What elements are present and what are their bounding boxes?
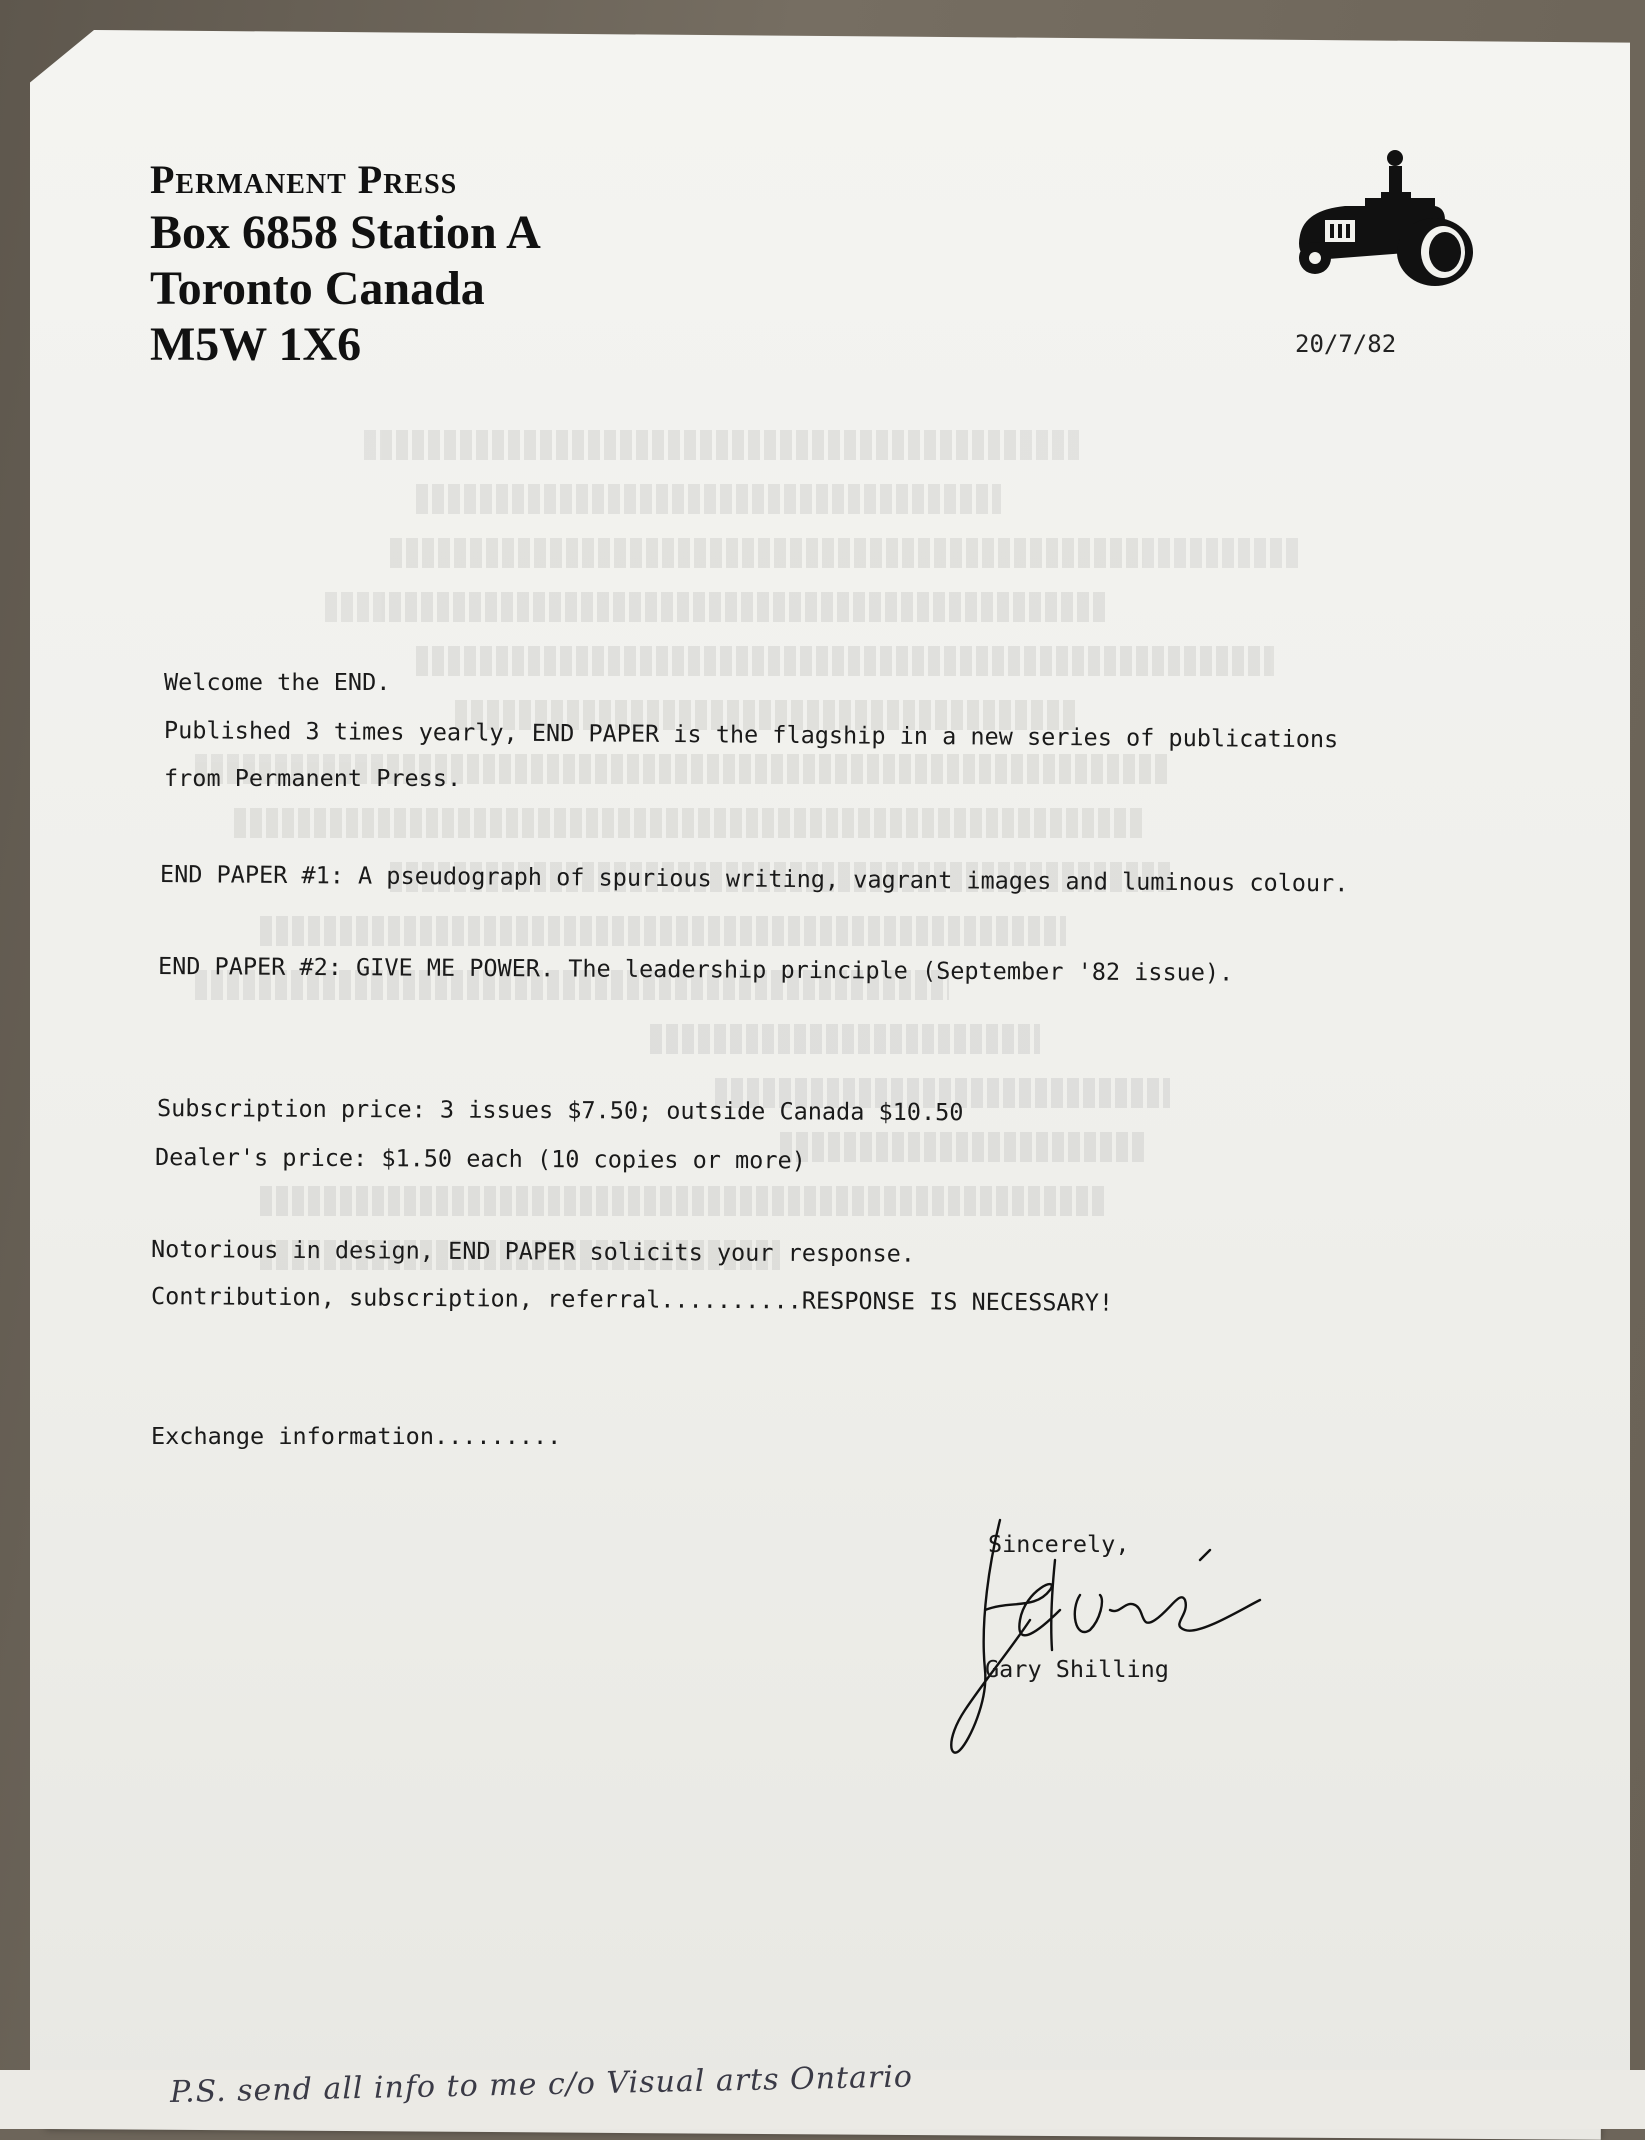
signatory-name: Gary Shilling: [985, 1655, 1169, 1683]
show-through-text: [130, 430, 1430, 1630]
closing-salutation: Sincerely,: [988, 1530, 1130, 1558]
response-invitation: Notorious in design, END PAPER solicits your response.: [150, 1235, 916, 1268]
handwritten-postscript: P.S. send all info to me c/o Visual arts Ontario: [169, 2059, 914, 2110]
greeting-line: Welcome the END.: [164, 668, 391, 696]
letterhead: [150, 155, 541, 373]
letter-date: 20/7/82: [1295, 330, 1397, 358]
dealer-price: Dealer's price: $1.50 each (10 copies or more): [154, 1143, 806, 1175]
issue-2-description: END PAPER #2: GIVE ME POWER. The leadership principle (September '82 issue).: [157, 952, 1234, 987]
steamroller-icon: [1285, 140, 1485, 300]
handwritten-signature: [940, 1500, 1320, 1780]
issue-1-description: END PAPER #1: A pseudograph of spurious writing, vagrant images and luminous colour.: [159, 860, 1349, 898]
intro-line-2: from Permanent Press.: [164, 764, 462, 792]
address-city: Toronto Canada: [150, 262, 485, 315]
press-name: Permanent Press: [150, 157, 458, 202]
address-postal-code: M5W 1X6: [150, 318, 362, 371]
exchange-information: Exchange information.........: [151, 1422, 562, 1450]
subscription-price: Subscription price: 3 issues $7.50; outside Canada $10.50: [156, 1094, 964, 1127]
intro-line-1: Published 3 times yearly, END PAPER is the flagship in a new series of publications: [163, 716, 1339, 754]
response-necessary-line: Contribution, subscription, referral..........RESPONSE IS NECESSARY!: [150, 1282, 1114, 1317]
address-box: Box 6858 Station A: [150, 206, 541, 259]
